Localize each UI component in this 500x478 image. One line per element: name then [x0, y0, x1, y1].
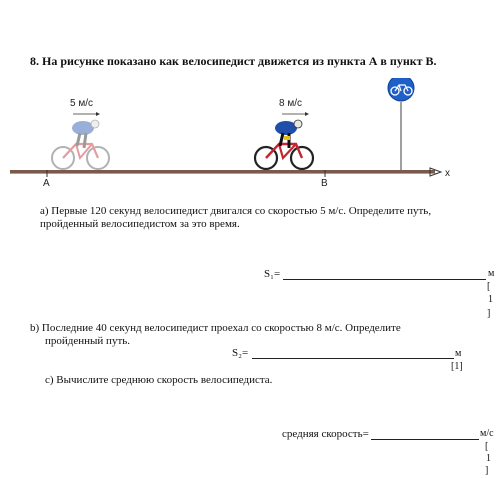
part-b-mark: [1]: [451, 361, 463, 372]
part-a-unit: м: [488, 268, 495, 279]
x-axis-label: x: [445, 168, 450, 179]
part-c-answer-line[interactable]: [371, 439, 479, 440]
part-a-line1: a) Первые 120 секунд велосипедист двигался со скоростью 5 м/с. Определите путь,: [40, 205, 432, 217]
part-a-answer-line[interactable]: [283, 279, 486, 280]
speed-arrowhead-b: [305, 112, 309, 116]
part-b-unit: м: [455, 348, 462, 359]
part-b-text: [30, 322, 490, 348]
cyclist-a-icon: [52, 120, 109, 169]
motion-figure: [0, 78, 500, 198]
part-b-label: S₂=: [232, 347, 249, 359]
speed-label-b: 8 м/с: [279, 98, 302, 109]
part-c-mark-open: [: [485, 441, 489, 452]
speed-label-a: 5 м/с: [70, 98, 93, 109]
part-c-mark-close: ]: [485, 465, 489, 476]
road: [10, 170, 435, 173]
part-a-mark-value: 1: [488, 294, 493, 305]
figure-svg: [0, 78, 500, 198]
point-b-label: B: [321, 178, 328, 189]
part-a-mark-close: ]: [487, 308, 491, 319]
part-b-line1: b) Последние 40 секунд велосипедист проехал со скоростью 8 м/с. Определите: [30, 322, 401, 334]
part-b-answer-line[interactable]: [252, 358, 454, 359]
part-a-line2: пройденный велосипедистом за это время.: [40, 218, 240, 230]
part-c-label: средняя скорость=: [282, 428, 369, 440]
part-c-unit: м/с: [480, 428, 494, 439]
part-b-line2: пройденный путь.: [45, 335, 131, 347]
question-title: 8. На рисунке показано как велосипедист движется из пункта А в пункт В.: [30, 54, 437, 68]
part-a-text: [40, 205, 495, 231]
speed-arrowhead-a: [96, 112, 100, 116]
part-a-mark-open: [: [487, 281, 491, 292]
point-a-label: A: [43, 178, 50, 189]
part-a-label: S₁=: [264, 268, 281, 280]
part-c-mark-value: 1: [486, 453, 491, 464]
cyclist-b-icon: [255, 120, 313, 169]
bicycle-road-sign: [388, 78, 414, 171]
part-c-text: c) Вычислите среднюю скорость велосипедиста.: [45, 374, 273, 386]
